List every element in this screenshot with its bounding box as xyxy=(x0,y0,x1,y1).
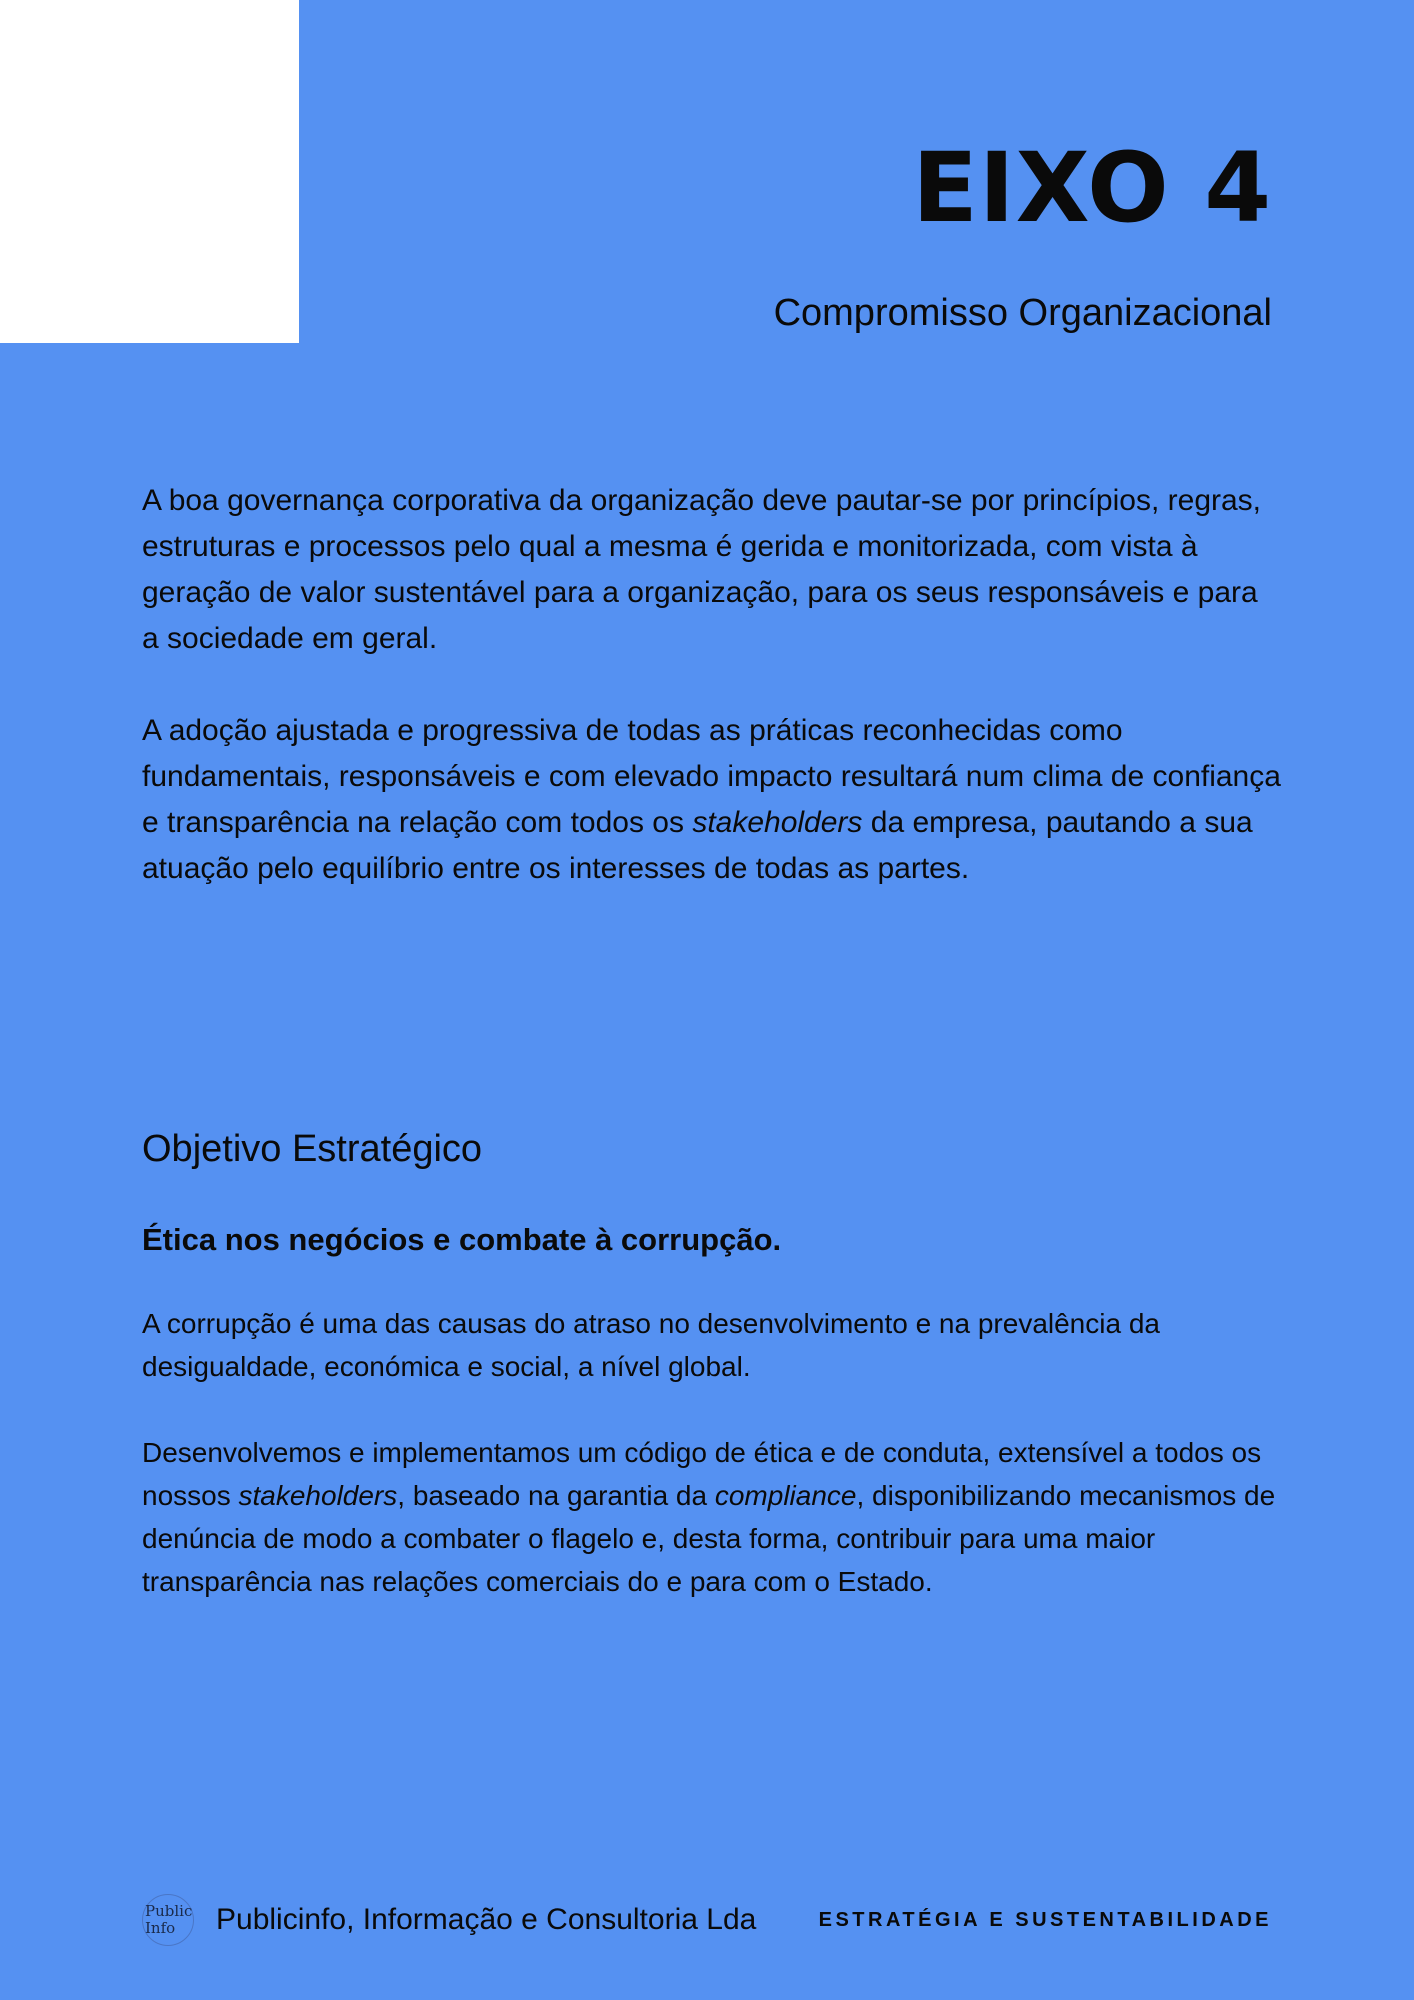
footer-brand xyxy=(142,1894,756,1946)
intro-paragraph-1: A boa governança corporativa da organização deve pautar-se por princípios, regras, estruturas e processos pelo qual a mesma é gerida e monitorizada, com vista à geração de valor sustentável para a organização, para os seus responsáveis e para a sociedade em geral. xyxy=(142,484,1262,655)
intro-section xyxy=(142,478,1282,938)
footer xyxy=(142,1892,1272,1948)
company-name: Publicinfo, Informação e Consultoria Lda xyxy=(216,1903,757,1936)
section-label: ESTRATÉGIA E SUSTENTABILIDADE xyxy=(818,1908,1272,1931)
publicinfo-logo-icon: Public Info xyxy=(142,1894,194,1946)
objective-heading: Objetivo Estratégico xyxy=(142,1128,483,1170)
objective-subheading: Ética nos negócios e combate à corrupção. xyxy=(142,1222,782,1257)
objective-section xyxy=(142,1124,1282,1646)
intro-paragraph-2: A adoção ajustada e progressiva de todas as práticas reconhecidas como fundamentais, responsáveis e com elevado impacto resultará num clima de confiança e transparência na relação com todos os stakeholders da empresa, pautando a sua atuação pelo equilíbrio entre os interesses de todas as partes. xyxy=(142,714,1281,885)
objective-paragraph-1: A corrupção é uma das causas do atraso no desenvolvimento e na prevalência da desigualdade, económica e social, a nível global. xyxy=(142,1308,1160,1382)
objective-paragraph-2: Desenvolvemos e implementamos um código de ética e de conduta, extensível a todos os nossos stakeholders, baseado na garantia da compliance, disponibilizando mecanismos de denúncia de modo a combater o flagelo e, desta forma, contribuir para uma maior transparência nas relações comerciais do e para com o Estado. xyxy=(142,1437,1276,1597)
corner-white-block xyxy=(0,0,299,343)
page-subtitle: Compromisso Organizacional xyxy=(773,292,1272,334)
page-title: EIXO 4 xyxy=(912,132,1272,244)
